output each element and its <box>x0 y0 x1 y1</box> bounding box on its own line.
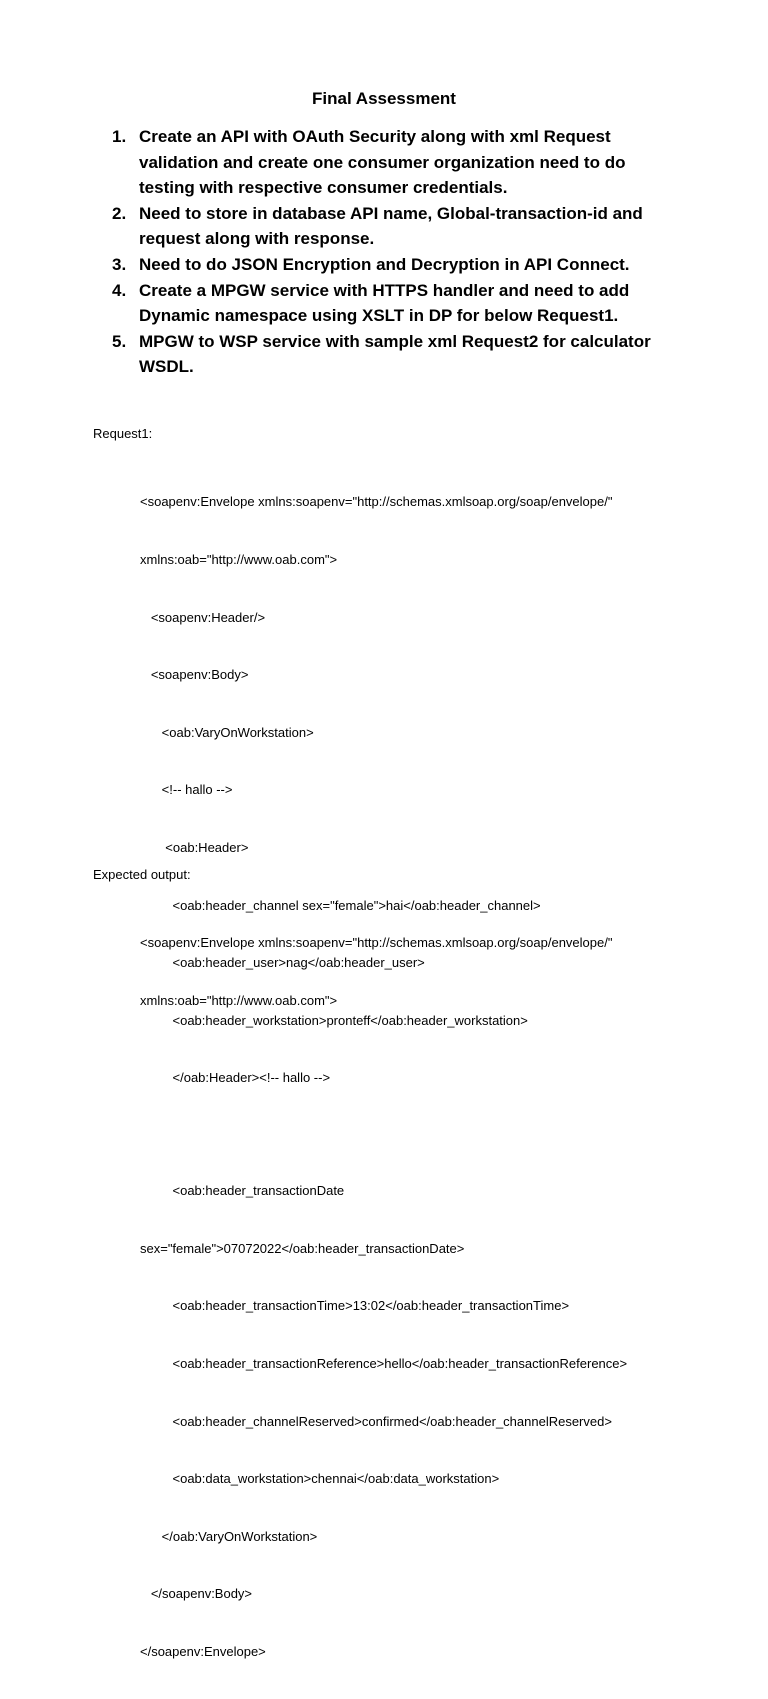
code-line: <oab:header_transactionTime>13:02</oab:header_transactionTime> <box>140 1298 570 1314</box>
task-text: Need to do JSON Encryption and Decryption in API Connect. <box>139 254 630 274</box>
code-line: xmlns:oab="http://www.oab.com"> <box>140 552 338 567</box>
expected-output-label: Expected output: <box>93 867 191 882</box>
code-line: <oab:header_workstation>pronteff</oab:header_workstation> <box>140 1012 528 1028</box>
code-line: <soapenv:Body> <box>140 667 249 683</box>
code-line-blank <box>140 1126 680 1143</box>
task-number: 5. <box>112 331 127 351</box>
task-number: 3. <box>112 254 127 274</box>
request1-label: Request1: <box>93 426 153 441</box>
task-item <box>112 124 672 201</box>
task-item <box>112 252 672 278</box>
task-number: 2. <box>112 203 127 223</box>
code-line: <oab:header_transactionDate <box>140 1183 345 1199</box>
task-item <box>112 201 672 252</box>
code-line: <soapenv:Envelope xmlns:soapenv="http://schemas.xmlsoap.org/soap/envelope/" <box>140 494 613 510</box>
task-text: Create an API with OAuth Security along with xml Request validation and create one consumer organization need to do testing with respective consumer credentials. <box>139 127 626 198</box>
task-number: 1. <box>112 127 127 146</box>
task-text: Need to store in database API name, Global-transaction-id and request along with response. <box>139 203 643 249</box>
code-line: <soapenv:Header/> <box>140 609 266 625</box>
expected-output-code-block <box>140 895 680 1049</box>
code-line: </oab:VaryOnWorkstation> <box>140 1528 318 1544</box>
code-line: <oab:VaryOnWorkstation> <box>140 724 314 740</box>
task-text: Create a MPGW service with HTTPS handler and need to add Dynamic namespace using XSLT in DP for below Request1. <box>139 280 630 326</box>
code-line: <oab:header_user>nag</oab:header_user> <box>140 955 425 971</box>
task-number: 4. <box>112 280 127 300</box>
request1-code-block <box>140 454 680 1699</box>
code-line: <!-- hallo --> <box>140 782 233 798</box>
code-line: <oab:header_channel sex="female">hai</oab:header_channel> <box>140 897 541 913</box>
code-line: <oab:header_channelReserved>confirmed</oab:header_channelReserved> <box>140 1413 612 1429</box>
code-line: </soapenv:Body> <box>140 1586 253 1602</box>
task-item <box>112 278 672 329</box>
code-line: <soapenv:Envelope xmlns:soapenv="http://schemas.xmlsoap.org/soap/envelope/" <box>140 935 613 951</box>
code-line: <oab:data_workstation>chennai</oab:data_workstation> <box>140 1471 500 1487</box>
task-text: MPGW to WSP service with sample xml Request2 for calculator WSDL. <box>139 331 651 377</box>
code-line: sex="female">07072022</oab:header_transactionDate> <box>140 1240 465 1256</box>
code-line: <oab:Header> <box>140 839 249 855</box>
page-title: Final Assessment <box>312 89 456 108</box>
task-item <box>112 329 672 380</box>
code-line: xmlns:oab="http://www.oab.com"> <box>140 993 338 1008</box>
code-line: </oab:Header><!-- hallo --> <box>140 1070 331 1086</box>
code-line: <oab:header_transactionReference>hello</oab:header_transactionReference> <box>140 1355 628 1371</box>
task-list <box>112 124 672 380</box>
code-line: </soapenv:Envelope> <box>140 1643 266 1659</box>
